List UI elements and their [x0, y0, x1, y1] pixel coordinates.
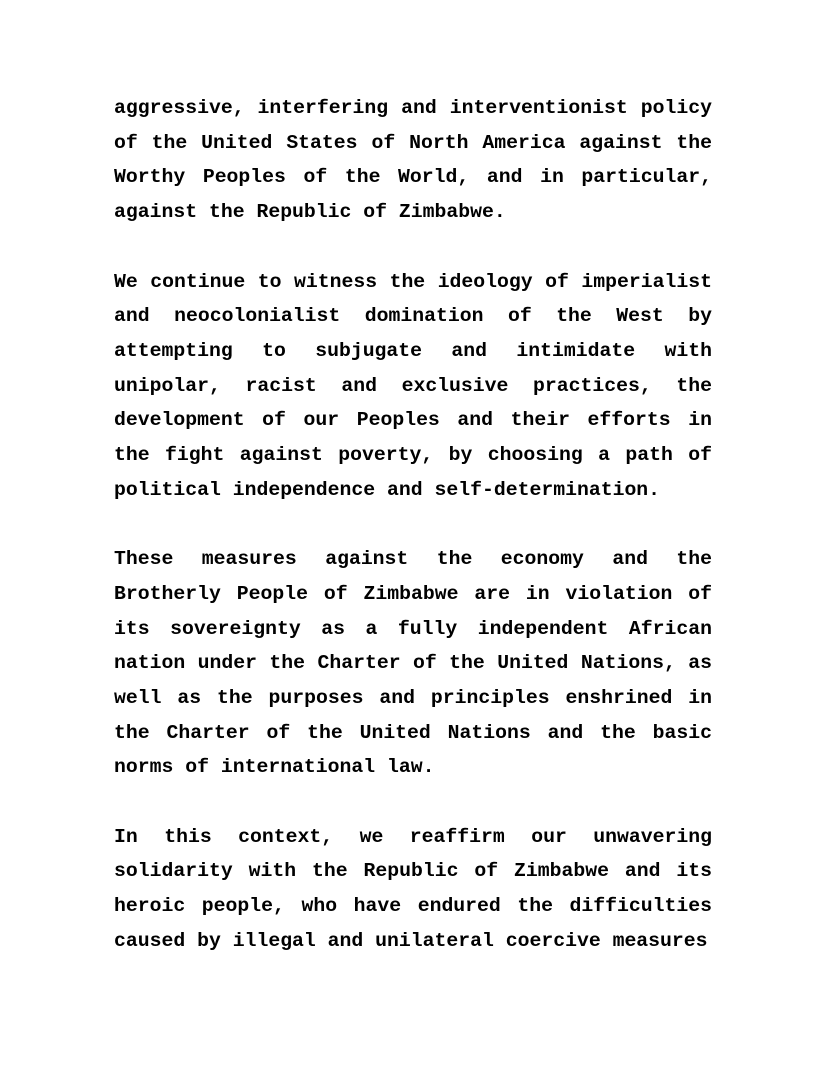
- text-line: of the United States of North America against the: [114, 131, 712, 154]
- text-line: caused by illegal and unilateral coercive measures: [114, 929, 708, 952]
- text-line: against the Republic of Zimbabwe.: [114, 201, 506, 224]
- text-line: In this context, we reaffirm our unwavering: [114, 825, 712, 848]
- text-line: solidarity with the Republic of Zimbabwe and its: [114, 860, 712, 883]
- text-line: Brotherly People of Zimbabwe are in violation of: [114, 582, 712, 605]
- paragraph: [114, 820, 712, 959]
- text-line: Worthy Peoples of the World, and in particular,: [114, 166, 712, 189]
- text-line: heroic people, who have endured the difficulties: [114, 895, 712, 918]
- text-line: We continue to witness the ideology of imperialist: [114, 270, 712, 293]
- text-line: and neocolonialist domination of the West by: [114, 305, 712, 328]
- paragraph: [114, 265, 712, 508]
- text-line: the fight against poverty, by choosing a path of: [114, 444, 712, 467]
- text-line: the Charter of the United Nations and the basic: [114, 721, 712, 744]
- text-line: aggressive, interfering and interventionist policy: [114, 97, 712, 119]
- document-text: [114, 91, 712, 959]
- text-line: attempting to subjugate and intimidate with: [114, 339, 712, 362]
- text-line: norms of international law.: [114, 756, 435, 779]
- paragraph: [114, 542, 712, 785]
- text-line: political independence and self-determination.: [114, 478, 661, 501]
- text-line: unipolar, racist and exclusive practices, the: [114, 374, 712, 397]
- text-line: nation under the Charter of the United Nations, as: [114, 652, 712, 675]
- text-line: development of our Peoples and their efforts in: [114, 409, 712, 432]
- text-line: its sovereignty as a fully independent African: [114, 617, 712, 640]
- paragraph: [114, 91, 712, 230]
- text-line: These measures against the economy and the: [114, 548, 712, 571]
- text-line: well as the purposes and principles enshrined in: [114, 686, 712, 709]
